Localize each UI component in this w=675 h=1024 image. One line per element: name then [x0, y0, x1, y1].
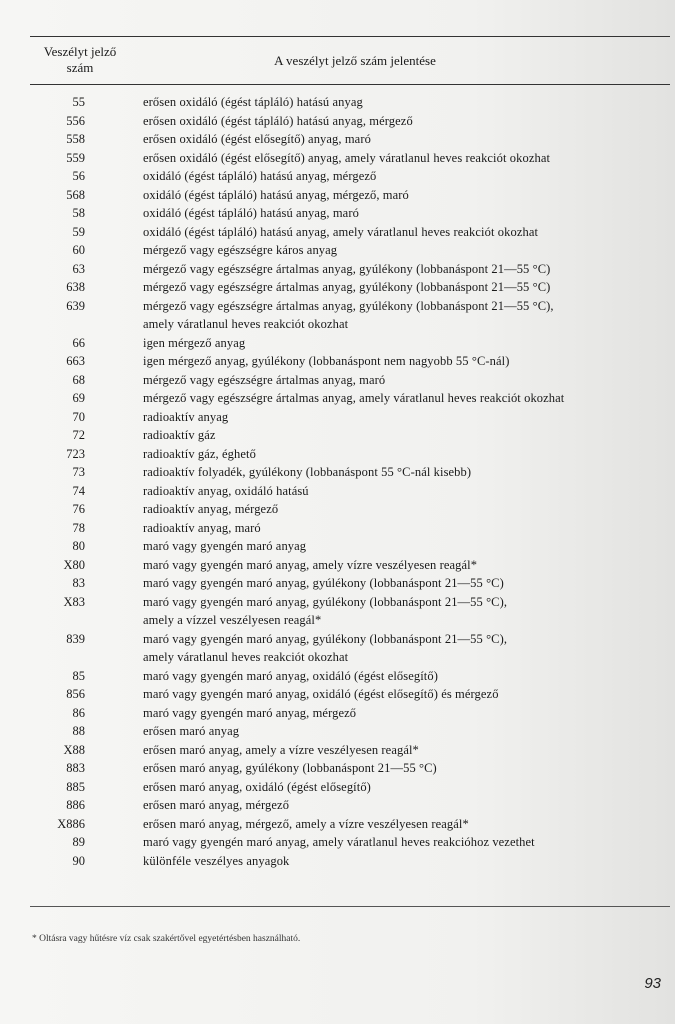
hazard-code: 74 — [72, 483, 85, 498]
table-row — [0, 297, 675, 334]
hazard-code: 663 — [66, 354, 85, 368]
hazard-code: 839 — [66, 631, 85, 646]
hazard-meaning: mérgező vagy egészségre ártalmas anyag, gyúlékony (lobbanáspont 21—55 °C) — [143, 261, 551, 276]
table-row — [0, 167, 675, 186]
table-row — [0, 352, 675, 371]
hazard-meaning: különféle veszélyes anyagok — [143, 853, 290, 868]
hazard-meaning: maró vagy gyengén maró anyag, gyúlékony (lobbanáspont 21—55 °C), amely a vízzel veszélyesen reagál* — [143, 594, 508, 627]
hazard-meaning: erősen oxidáló (égést elősegítő) anyag, amely váratlanul heves reakciót okozhat — [143, 150, 551, 165]
hazard-meaning: radioaktív anyag, mérgező — [143, 502, 279, 516]
hazard-code-table — [0, 93, 675, 870]
table-row — [0, 778, 675, 797]
hazard-meaning: maró vagy gyengén maró anyag, oxidáló (égést elősegítő) és mérgező — [143, 687, 499, 701]
hazard-meaning: radioaktív anyag, maró — [143, 520, 261, 535]
hazard-code: 78 — [72, 520, 85, 535]
hazard-code: 56 — [72, 169, 85, 183]
hazard-code: 72 — [72, 428, 85, 442]
hazard-code: 89 — [72, 835, 85, 849]
table-header-rule — [30, 84, 670, 85]
column-header-code — [20, 44, 140, 76]
table-row — [0, 722, 675, 741]
table-row — [0, 500, 675, 519]
hazard-code: 88 — [72, 724, 85, 738]
hazard-meaning: erősen oxidáló (égést elősegítő) anyag, maró — [143, 132, 371, 146]
hazard-code: 883 — [66, 761, 85, 775]
hazard-meaning: maró vagy gyengén maró anyag, amely vízre veszélyesen reagál* — [143, 557, 478, 572]
hazard-meaning: oxidáló (égést tápláló) hatású anyag, maró — [143, 206, 359, 220]
table-row — [0, 426, 675, 445]
hazard-code: 85 — [72, 668, 85, 683]
hazard-meaning: erősen oxidáló (égést tápláló) hatású anyag, mérgező — [143, 113, 413, 128]
table-row — [0, 667, 675, 686]
hazard-code: X886 — [57, 816, 85, 831]
hazard-code: 639 — [66, 298, 85, 313]
hazard-meaning: maró vagy gyengén maró anyag — [143, 539, 307, 553]
table-bottom-rule — [30, 906, 670, 907]
hazard-code: 638 — [66, 280, 85, 294]
table-row — [0, 852, 675, 871]
hazard-code: 90 — [72, 853, 85, 868]
hazard-meaning: maró vagy gyengén maró anyag, mérgező — [143, 705, 357, 720]
hazard-code: 559 — [66, 150, 85, 165]
table-row — [0, 389, 675, 408]
table-row — [0, 260, 675, 279]
hazard-meaning: oxidáló (égést tápláló) hatású anyag, amely váratlanul heves reakciót okozhat — [143, 224, 539, 239]
hazard-meaning: mérgező vagy egészségre ártalmas anyag, amely váratlanul heves reakciót okozhat — [143, 391, 565, 405]
hazard-meaning: erősen maró anyag, amely a vízre veszélyesen reagál* — [143, 742, 419, 757]
hazard-code: 556 — [66, 113, 85, 128]
table-row — [0, 223, 675, 242]
table-row — [0, 93, 675, 112]
table-row — [0, 796, 675, 815]
hazard-meaning: radioaktív anyag — [143, 409, 229, 424]
hazard-code: 723 — [66, 446, 85, 461]
hazard-meaning: igen mérgező anyag, gyúlékony (lobbanáspont nem nagyobb 55 °C-nál) — [143, 354, 510, 368]
table-row — [0, 833, 675, 852]
hazard-meaning: radioaktív folyadék, gyúlékony (lobbanáspont 55 °C-nál kisebb) — [143, 465, 472, 479]
hazard-code: 69 — [72, 391, 85, 405]
hazard-meaning: radioaktív gáz, éghető — [143, 446, 256, 461]
table-row — [0, 593, 675, 630]
hazard-code: 68 — [72, 372, 85, 387]
hazard-meaning: mérgező vagy egészségre ártalmas anyag, gyúlékony (lobbanáspont 21—55 °C), amely váratlanul heves reakciót okozhat — [143, 298, 554, 331]
hazard-meaning: erősen maró anyag, mérgező — [143, 798, 290, 812]
table-row — [0, 186, 675, 205]
hazard-code: 76 — [72, 502, 85, 516]
table-row — [0, 630, 675, 667]
hazard-meaning: radioaktív anyag, oxidáló hatású — [143, 483, 309, 498]
hazard-code: 63 — [72, 261, 85, 276]
hazard-meaning: maró vagy gyengén maró anyag, gyúlékony (lobbanáspont 21—55 °C), amely váratlanul heves reakciót okozhat — [143, 631, 508, 664]
hazard-meaning: maró vagy gyengén maró anyag, oxidáló (égést elősegítő) — [143, 668, 438, 683]
page-number: 93 — [644, 975, 661, 992]
column-header-code-text: Veszélyt jelző szám — [43, 44, 117, 75]
hazard-code: 568 — [66, 187, 85, 202]
hazard-code: 856 — [66, 687, 85, 701]
hazard-code: 66 — [72, 335, 85, 350]
hazard-code: 885 — [66, 779, 85, 794]
hazard-meaning: erősen maró anyag, mérgező, amely a vízre veszélyesen reagál* — [143, 816, 469, 831]
hazard-meaning: erősen oxidáló (égést tápláló) hatású anyag — [143, 95, 363, 109]
hazard-code: 886 — [66, 798, 85, 812]
table-row — [0, 556, 675, 575]
table-top-rule — [30, 36, 670, 37]
table-row — [0, 408, 675, 427]
hazard-code: 70 — [72, 409, 85, 424]
table-row — [0, 482, 675, 501]
table-row — [0, 241, 675, 260]
table-row — [0, 741, 675, 760]
hazard-meaning: erősen maró anyag — [143, 724, 240, 738]
table-row — [0, 149, 675, 168]
hazard-meaning: mérgező vagy egészségre káros anyag — [143, 243, 338, 257]
hazard-code: 83 — [72, 576, 85, 590]
table-row — [0, 334, 675, 353]
table-row — [0, 204, 675, 223]
hazard-code: 60 — [72, 243, 85, 257]
hazard-meaning: radioaktív gáz — [143, 428, 216, 442]
hazard-code: 73 — [72, 465, 85, 479]
hazard-code: X88 — [63, 742, 85, 757]
table-row — [0, 278, 675, 297]
table-row — [0, 112, 675, 131]
hazard-code: 55 — [72, 95, 85, 109]
hazard-code: 80 — [72, 539, 85, 553]
table-row — [0, 574, 675, 593]
hazard-code: 558 — [66, 132, 85, 146]
hazard-meaning: oxidáló (égést tápláló) hatású anyag, mérgező, maró — [143, 187, 409, 202]
table-row — [0, 815, 675, 834]
table-row — [0, 685, 675, 704]
hazard-meaning: oxidáló (égést tápláló) hatású anyag, mérgező — [143, 169, 377, 183]
table-row — [0, 759, 675, 778]
table-row — [0, 445, 675, 464]
hazard-meaning: igen mérgező anyag — [143, 335, 246, 350]
hazard-meaning: mérgező vagy egészségre ártalmas anyag, gyúlékony (lobbanáspont 21—55 °C) — [143, 280, 551, 294]
hazard-code: X83 — [63, 594, 85, 609]
table-row — [0, 519, 675, 538]
hazard-meaning: maró vagy gyengén maró anyag, amely váratlanul heves reakcióhoz vezethet — [143, 835, 535, 849]
column-header-meaning: A veszélyt jelző szám jelentése — [274, 53, 436, 68]
hazard-meaning: mérgező vagy egészségre ártalmas anyag, maró — [143, 372, 386, 387]
table-row — [0, 463, 675, 482]
hazard-code: X80 — [63, 557, 85, 572]
hazard-code: 59 — [72, 224, 85, 239]
hazard-code: 86 — [72, 705, 85, 720]
hazard-meaning: maró vagy gyengén maró anyag, gyúlékony (lobbanáspont 21—55 °C) — [143, 576, 504, 590]
table-row — [0, 130, 675, 149]
hazard-meaning: erősen maró anyag, gyúlékony (lobbanáspont 21—55 °C) — [143, 761, 437, 775]
table-row — [0, 704, 675, 723]
table-row — [0, 537, 675, 556]
hazard-meaning: erősen maró anyag, oxidáló (égést elősegítő) — [143, 779, 371, 794]
table-row — [0, 371, 675, 390]
footnote: * Oltásra vagy hűtésre víz csak szakértővel egyetértésben használható. — [32, 934, 301, 944]
hazard-code: 58 — [72, 206, 85, 220]
